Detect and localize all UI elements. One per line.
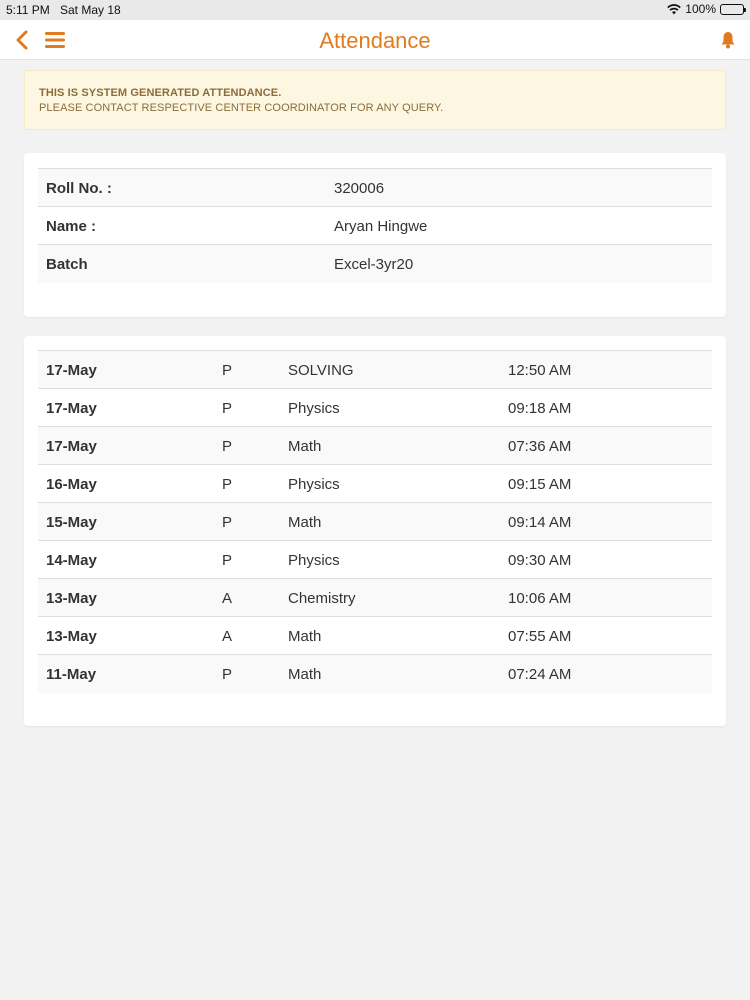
info-value: Excel-3yr20: [334, 256, 414, 273]
record-status: A: [222, 590, 233, 607]
info-row-roll: [38, 169, 712, 207]
table-row: [38, 541, 712, 579]
record-date: 17-May: [46, 362, 97, 379]
status-right: [667, 2, 744, 16]
record-status: P: [222, 514, 233, 531]
wifi-icon: [667, 3, 681, 15]
status-date: Sat May 18: [60, 3, 121, 17]
record-date: 17-May: [46, 438, 97, 455]
record-status: P: [222, 400, 233, 417]
student-info-table: [38, 168, 712, 283]
info-label: Batch: [46, 256, 88, 273]
info-row-batch: [38, 245, 712, 283]
attendance-records-card: [24, 336, 726, 726]
battery-percent: 100%: [685, 2, 716, 16]
status-time: 5:11 PM: [6, 3, 50, 17]
table-row: [38, 503, 712, 541]
bell-icon[interactable]: [720, 31, 736, 49]
record-date: 14-May: [46, 552, 97, 569]
notice-line-2: PLEASE CONTACT RESPECTIVE CENTER COORDINATOR FOR ANY QUERY.: [39, 102, 444, 114]
table-row: [38, 427, 712, 465]
record-time: 09:30 AM: [508, 552, 572, 569]
notice-line-1: THIS IS SYSTEM GENERATED ATTENDANCE.: [39, 87, 282, 99]
record-time: 07:55 AM: [508, 628, 572, 645]
info-row-name: [38, 207, 712, 245]
record-status: P: [222, 362, 233, 379]
record-date: 11-May: [46, 666, 97, 683]
record-date: 17-May: [46, 400, 97, 417]
system-notice: [24, 70, 726, 130]
record-status: P: [222, 552, 233, 569]
record-status: P: [222, 666, 233, 683]
info-value: Aryan Hingwe: [334, 218, 428, 235]
record-subject: Chemistry: [288, 590, 356, 607]
battery-icon: [720, 4, 744, 15]
record-subject: Physics: [288, 400, 340, 417]
page-title: Attendance: [319, 28, 431, 53]
record-subject: Math: [288, 666, 322, 683]
record-time: 07:24 AM: [508, 666, 572, 683]
info-label: Roll No. :: [46, 180, 112, 197]
record-subject: Math: [288, 514, 322, 531]
record-date: 13-May: [46, 590, 97, 607]
table-row: [38, 351, 712, 389]
record-time: 09:15 AM: [508, 476, 572, 493]
nav-bar: [0, 20, 750, 60]
record-subject: SOLVING: [288, 362, 354, 379]
record-time: 09:14 AM: [508, 514, 572, 531]
table-row: [38, 389, 712, 427]
record-time: 09:18 AM: [508, 400, 572, 417]
record-time: 07:36 AM: [508, 438, 572, 455]
table-row: [38, 617, 712, 655]
record-status: P: [222, 476, 233, 493]
record-subject: Physics: [288, 476, 340, 493]
record-date: 15-May: [46, 514, 97, 531]
record-subject: Math: [288, 438, 322, 455]
table-row: [38, 579, 712, 617]
student-info-card: [24, 153, 726, 317]
record-status: A: [222, 628, 233, 645]
record-date: 16-May: [46, 476, 97, 493]
record-time: 12:50 AM: [508, 362, 572, 379]
record-date: 13-May: [46, 628, 97, 645]
record-time: 10:06 AM: [508, 590, 572, 607]
status-bar: [0, 0, 750, 20]
attendance-table: [38, 350, 712, 693]
record-subject: Math: [288, 628, 322, 645]
record-subject: Physics: [288, 552, 340, 569]
info-label: Name :: [46, 218, 97, 235]
record-status: P: [222, 438, 233, 455]
table-row: [38, 465, 712, 503]
info-value: 320006: [334, 180, 385, 197]
table-row: [38, 655, 712, 693]
